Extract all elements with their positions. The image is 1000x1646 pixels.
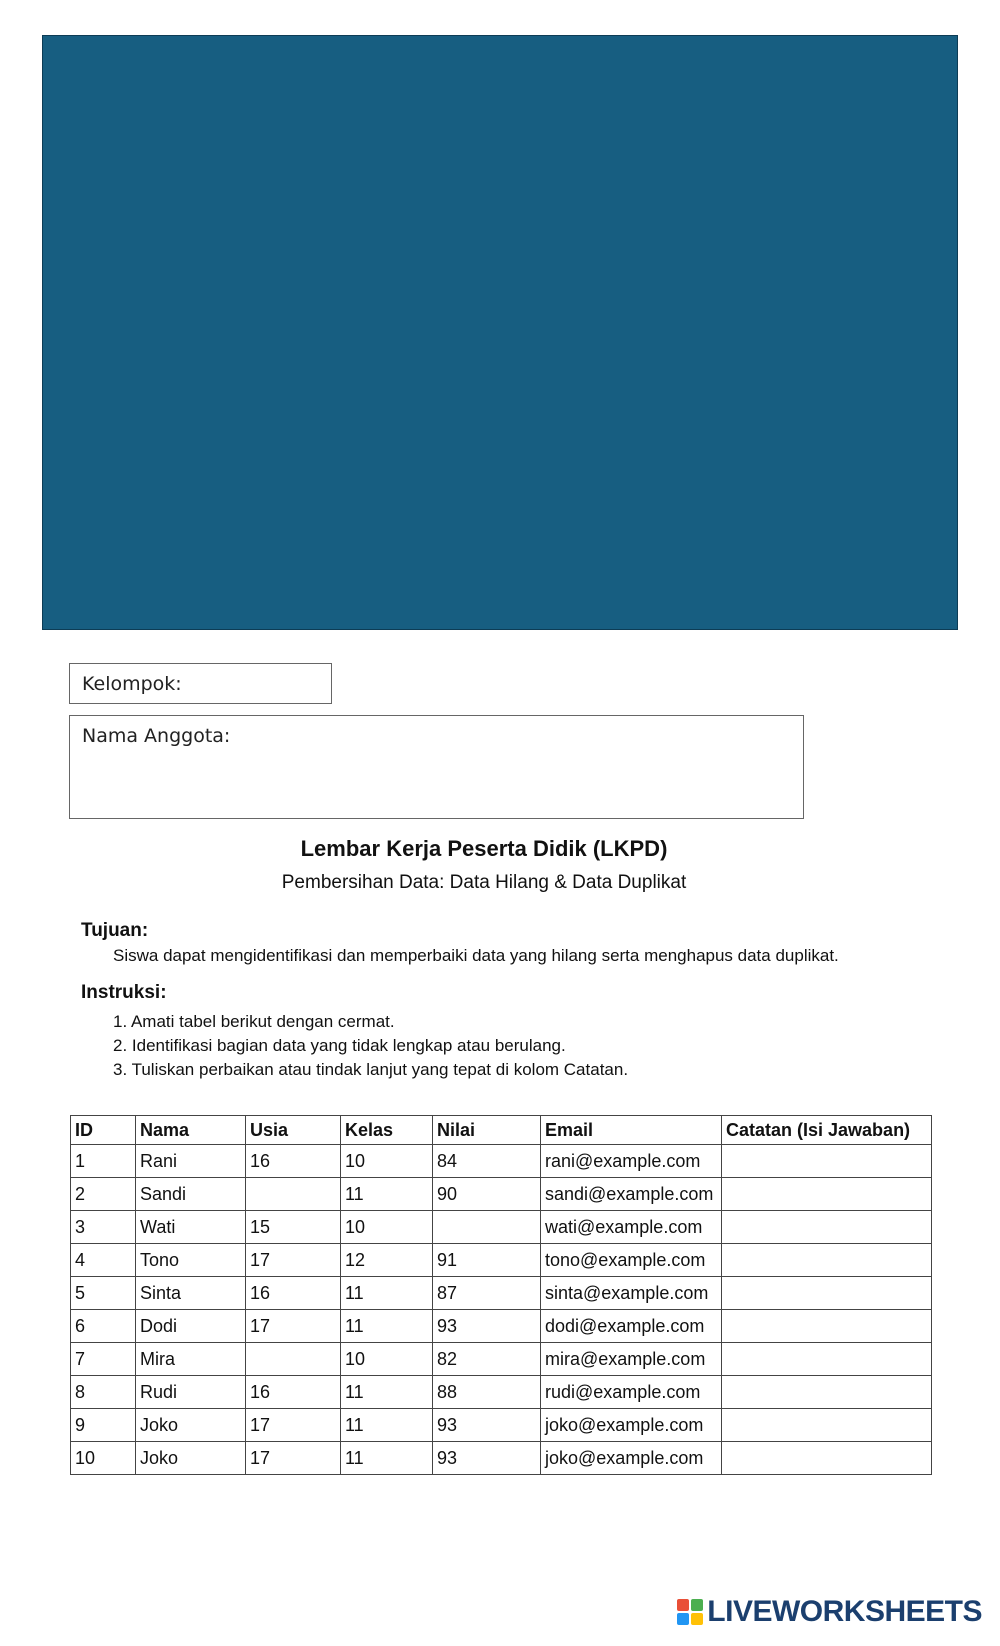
cell-usia: 17 (246, 1244, 341, 1277)
cell-email: sinta@example.com (541, 1277, 722, 1310)
cell-usia: 15 (246, 1211, 341, 1244)
data-table (70, 1115, 932, 1475)
tujuan-text: Siswa dapat mengidentifikasi dan memperbaiki data yang hilang serta menghapus data duplikat. (113, 946, 839, 965)
cell-id: 3 (71, 1211, 136, 1244)
column-header-email: Email (541, 1116, 722, 1145)
cell-nama: Sinta (136, 1277, 246, 1310)
cell-nilai: 90 (433, 1178, 541, 1211)
cell-id: 1 (71, 1145, 136, 1178)
cell-nilai: 93 (433, 1310, 541, 1343)
cell-nama: Joko (136, 1409, 246, 1442)
cell-id: 7 (71, 1343, 136, 1376)
table-row (71, 1310, 932, 1343)
nama-anggota-label: Nama Anggota: (82, 725, 231, 747)
logo-square (677, 1613, 689, 1625)
cell-email: rani@example.com (541, 1145, 722, 1178)
page-subtitle: Pembersihan Data: Data Hilang & Data Duplikat (281, 872, 687, 893)
cell-nilai: 88 (433, 1376, 541, 1409)
cell-kelas: 11 (341, 1310, 433, 1343)
cell-email: mira@example.com (541, 1343, 722, 1376)
cell-kelas: 11 (341, 1409, 433, 1442)
logo-mark-icon (677, 1599, 703, 1625)
liveworksheets-logo (677, 1596, 982, 1628)
cell-id: 10 (71, 1442, 136, 1475)
column-header-nama: Nama (136, 1116, 246, 1145)
cell-nama: Joko (136, 1442, 246, 1475)
cell-nama: Rudi (136, 1376, 246, 1409)
header-banner (42, 35, 958, 630)
cell-nilai: 87 (433, 1277, 541, 1310)
cell-nilai (433, 1211, 541, 1244)
cell-kelas: 12 (341, 1244, 433, 1277)
cell-email: joko@example.com (541, 1409, 722, 1442)
cell-nama: Tono (136, 1244, 246, 1277)
instruksi-heading: Instruksi: (81, 982, 167, 1003)
logo-text: LIVEWORKSHEETS (707, 1595, 982, 1628)
column-header-catatan: Catatan (Isi Jawaban) (722, 1116, 932, 1145)
cell-kelas: 11 (341, 1376, 433, 1409)
cell-usia (246, 1343, 341, 1376)
table-row (71, 1409, 932, 1442)
column-header-nilai: Nilai (433, 1116, 541, 1145)
cell-usia: 16 (246, 1277, 341, 1310)
cell-usia: 17 (246, 1442, 341, 1475)
cell-kelas: 11 (341, 1178, 433, 1211)
cell-nama: Rani (136, 1145, 246, 1178)
cell-catatan[interactable] (722, 1178, 932, 1211)
cell-nilai: 91 (433, 1244, 541, 1277)
cell-catatan[interactable] (722, 1244, 932, 1277)
cell-id: 2 (71, 1178, 136, 1211)
page-title: Lembar Kerja Peserta Didik (LKPD) (300, 836, 668, 861)
table-row (71, 1145, 932, 1178)
cell-catatan[interactable] (722, 1343, 932, 1376)
cell-email: dodi@example.com (541, 1310, 722, 1343)
cell-nilai: 82 (433, 1343, 541, 1376)
cell-catatan[interactable] (722, 1376, 932, 1409)
cell-usia (246, 1178, 341, 1211)
cell-email: wati@example.com (541, 1211, 722, 1244)
table-row (71, 1376, 932, 1409)
cell-usia: 17 (246, 1310, 341, 1343)
cell-id: 5 (71, 1277, 136, 1310)
instruksi-step: 2. Identifikasi bagian data yang tidak lengkap atau berulang. (113, 1036, 566, 1055)
cell-id: 9 (71, 1409, 136, 1442)
cell-catatan[interactable] (722, 1277, 932, 1310)
cell-id: 4 (71, 1244, 136, 1277)
tujuan-heading: Tujuan: (81, 920, 149, 941)
table-row (71, 1442, 932, 1475)
table-row (71, 1277, 932, 1310)
cell-catatan[interactable] (722, 1310, 932, 1343)
instruksi-step: 3. Tuliskan perbaikan atau tindak lanjut yang tepat di kolom Catatan. (113, 1060, 629, 1079)
instruksi-step: 1. Amati tabel berikut dengan cermat. (113, 1012, 395, 1031)
logo-square (691, 1599, 703, 1611)
cell-nilai: 84 (433, 1145, 541, 1178)
table-header-row (71, 1116, 932, 1145)
cell-nama: Wati (136, 1211, 246, 1244)
cell-email: tono@example.com (541, 1244, 722, 1277)
table-row (71, 1343, 932, 1376)
cell-usia: 16 (246, 1376, 341, 1409)
cell-kelas: 10 (341, 1211, 433, 1244)
cell-email: sandi@example.com (541, 1178, 722, 1211)
kelompok-field[interactable] (69, 663, 332, 704)
cell-nama: Sandi (136, 1178, 246, 1211)
column-header-usia: Usia (246, 1116, 341, 1145)
instruksi-list (113, 1010, 628, 1082)
cell-kelas: 10 (341, 1145, 433, 1178)
cell-id: 6 (71, 1310, 136, 1343)
cell-catatan[interactable] (722, 1409, 932, 1442)
cell-kelas: 11 (341, 1442, 433, 1475)
column-header-kelas: Kelas (341, 1116, 433, 1145)
cell-nilai: 93 (433, 1409, 541, 1442)
cell-catatan[interactable] (722, 1442, 932, 1475)
cell-usia: 17 (246, 1409, 341, 1442)
logo-square (677, 1599, 689, 1611)
table-row (71, 1211, 932, 1244)
kelompok-label: Kelompok: (82, 673, 182, 695)
cell-nama: Dodi (136, 1310, 246, 1343)
table-row (71, 1178, 932, 1211)
cell-nilai: 93 (433, 1442, 541, 1475)
logo-square (691, 1613, 703, 1625)
nama-anggota-field[interactable] (69, 715, 804, 819)
cell-id: 8 (71, 1376, 136, 1409)
cell-kelas: 11 (341, 1277, 433, 1310)
cell-kelas: 10 (341, 1343, 433, 1376)
cell-nama: Mira (136, 1343, 246, 1376)
cell-email: joko@example.com (541, 1442, 722, 1475)
cell-catatan[interactable] (722, 1211, 932, 1244)
column-header-id: ID (71, 1116, 136, 1145)
cell-email: rudi@example.com (541, 1376, 722, 1409)
table-row (71, 1244, 932, 1277)
cell-usia: 16 (246, 1145, 341, 1178)
cell-catatan[interactable] (722, 1145, 932, 1178)
